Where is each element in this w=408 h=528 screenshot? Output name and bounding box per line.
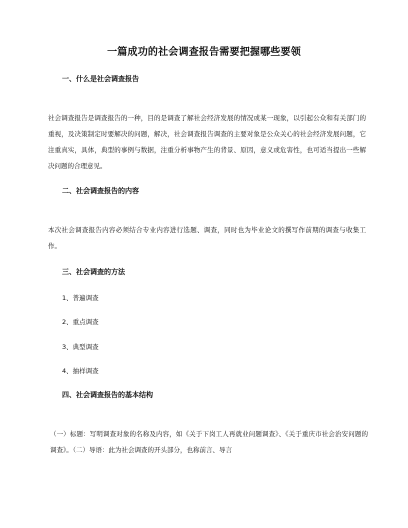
- section-heading-what-is: 一、什么是社会调查报告: [62, 75, 139, 83]
- document-title: 一篇成功的社会调查报告需要把握哪些要领: [107, 47, 301, 58]
- method-item-typical: 3、典型调查: [62, 343, 99, 351]
- method-item-general: 1、普遍调查: [62, 294, 99, 302]
- section-heading-content: 二、社会调查报告的内容: [62, 187, 139, 195]
- section-paragraph-content: 本次社会调查报告内容必须结合专业内容进行选题、调查，同时也为毕业论文的撰写作前期的调查与收集工作。: [48, 226, 366, 250]
- section-heading-structure: 四、社会调查报告的基本结构: [62, 391, 153, 399]
- section-paragraph-structure: （一）标题：写明调查对象的名称及内容，如《关于下岗工人再就业问题调查》、《关于重庆市社会治安问题的调查》。（二）导语：此为社会调查的开头部分，也称前言、导言: [50, 430, 368, 454]
- method-item-key: 2、重点调查: [62, 318, 99, 326]
- section-paragraph-what-is: 社会调查报告是调查报告的一种，目的是调查了解社会经济发展的情况或某一现象，以引起公众和有关部门的重视，及决策制定时要解决的问题，解决，社会调查报告调查的主要对象是公众关心的社会经济发展问题，它注重真实，具体，典型的事例与数据，注重分析事物产生的背景、原因，意义或危害性，也可适当提出一些解决问题的合理意见。: [48, 114, 366, 170]
- section-heading-methods: 三、社会调查的方法: [62, 268, 125, 276]
- method-item-sampling: 4、抽样调查: [62, 367, 99, 375]
